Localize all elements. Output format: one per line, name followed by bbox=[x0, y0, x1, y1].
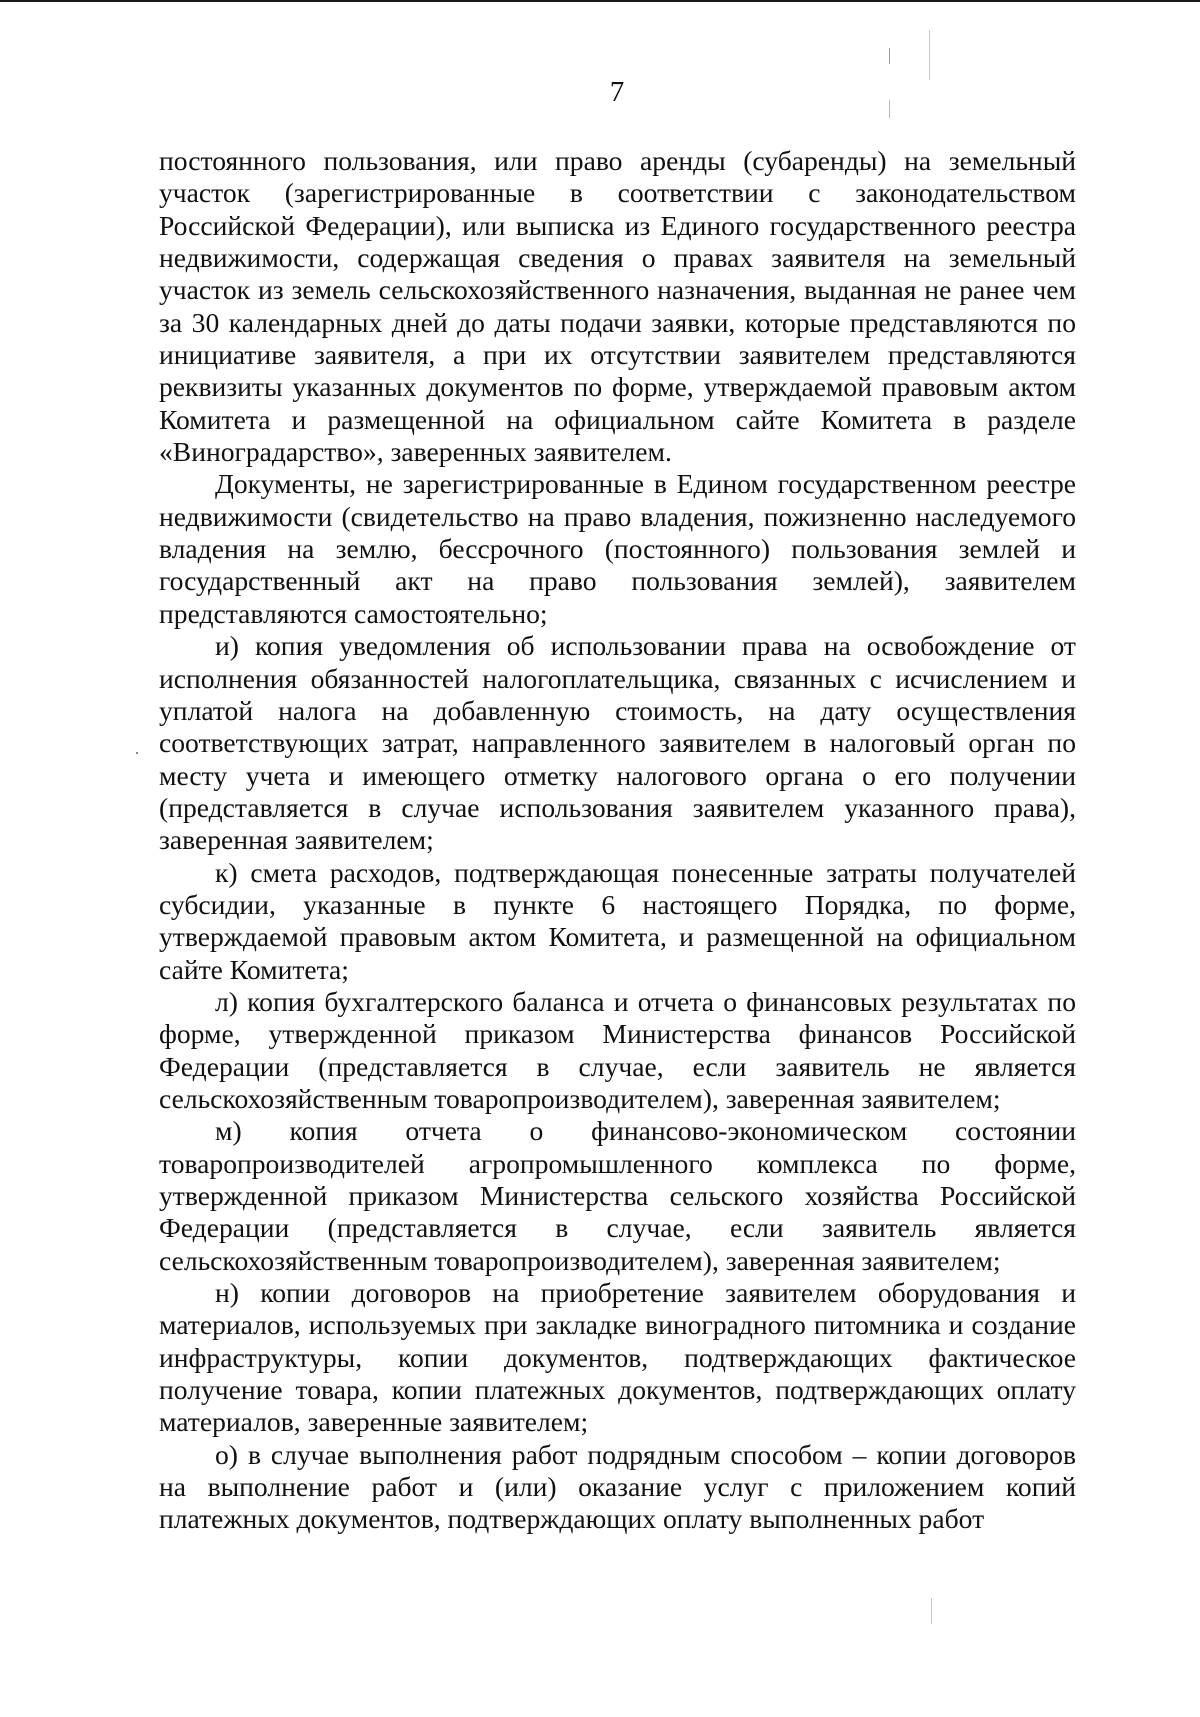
scan-artifact bbox=[889, 48, 890, 64]
paragraph-item-o: о) в случае выполнения работ подрядным способом – копии договоров на выполнение работ и (или) оказание услуг с приложением копий платежных документов, подтверждающих оплату выполненных работ bbox=[159, 1438, 1076, 1535]
scan-top-edge bbox=[0, 0, 1200, 2]
paragraph-item-k: к) смета расходов, подтверждающая понесенные затраты получателей субсидии, указанные в пункте 6 настоящего Порядка, по форме, утверждаемой правовым актом Комитета, и размещенной на официальном сайте Комитета; bbox=[159, 856, 1076, 985]
scan-artifact bbox=[931, 1598, 932, 1624]
scan-artifact bbox=[889, 100, 890, 118]
paragraph-item-l: л) копия бухгалтерского баланса и отчета о финансовых результатах по форме, утвержденной приказом Министерства финансов Российской Федерации (представляется в случае, если заявитель не является сельскохозяйственным товаропроизводителем), заверенная заявителем; bbox=[159, 985, 1076, 1114]
page-number: 7 bbox=[609, 76, 625, 108]
paragraph-continuation: постоянного пользования, или право аренды (субаренды) на земельный участок (зарегистрированные в соответствии с законодательством Российской Федерации), или выписка из Единого государственного реестра недвижимости, содержащая сведения о правах заявителя на земельный участок из земель сельскохозяйственного назначения, выданная не ранее чем за 30 календарных дней до даты подачи заявки, которые представляются по инициативе заявителя, а при их отсутствии заявителем представляются реквизиты указанных документов по форме, утверждаемой правовым актом Комитета и размещенной на официальном сайте Комитета в разделе «Виноградарство», заверенных заявителем. bbox=[159, 145, 1076, 468]
paragraph-unregistered-documents: Документы, не зарегистрированные в Едином государственном реестре недвижимости (свидетельство на право владения, пожизненно наследуемого владения на землю, бессрочного (постоянного) пользования землей и государственный акт на право пользования землей), заявителем представляются самостоятельно; bbox=[159, 468, 1076, 629]
document-body bbox=[159, 145, 1076, 1536]
paragraph-item-n: н) копии договоров на приобретение заявителем оборудования и материалов, используемых при закладке виноградного питомника и создание инфраструктуры, копии документов, подтверждающих фактическое получение товара, копии платежных документов, подтверждающих оплату материалов, заверенные заявителем; bbox=[159, 1277, 1076, 1438]
scan-artifact bbox=[136, 752, 138, 754]
scan-artifact bbox=[929, 30, 930, 80]
paragraph-item-i: и) копия уведомления об использовании права на освобождение от исполнения обязанностей налогоплательщика, связанных с исчислением и уплатой налога на добавленную стоимость, на дату осуществления соответствующих затрат, направленного заявителем в налоговый орган по месту учета и имеющего отметку налогового органа о его получении (представляется в случае использования заявителем указанного права), заверенная заявителем; bbox=[159, 630, 1076, 856]
paragraph-item-m: м) копия отчета о финансово-экономическом состоянии товаропроизводителей агропромышленного комплекса по форме, утвержденной приказом Министерства сельского хозяйства Российской Федерации (представляется в случае, если заявитель является сельскохозяйственным товаропроизводителем), заверенная заявителем; bbox=[159, 1115, 1076, 1276]
